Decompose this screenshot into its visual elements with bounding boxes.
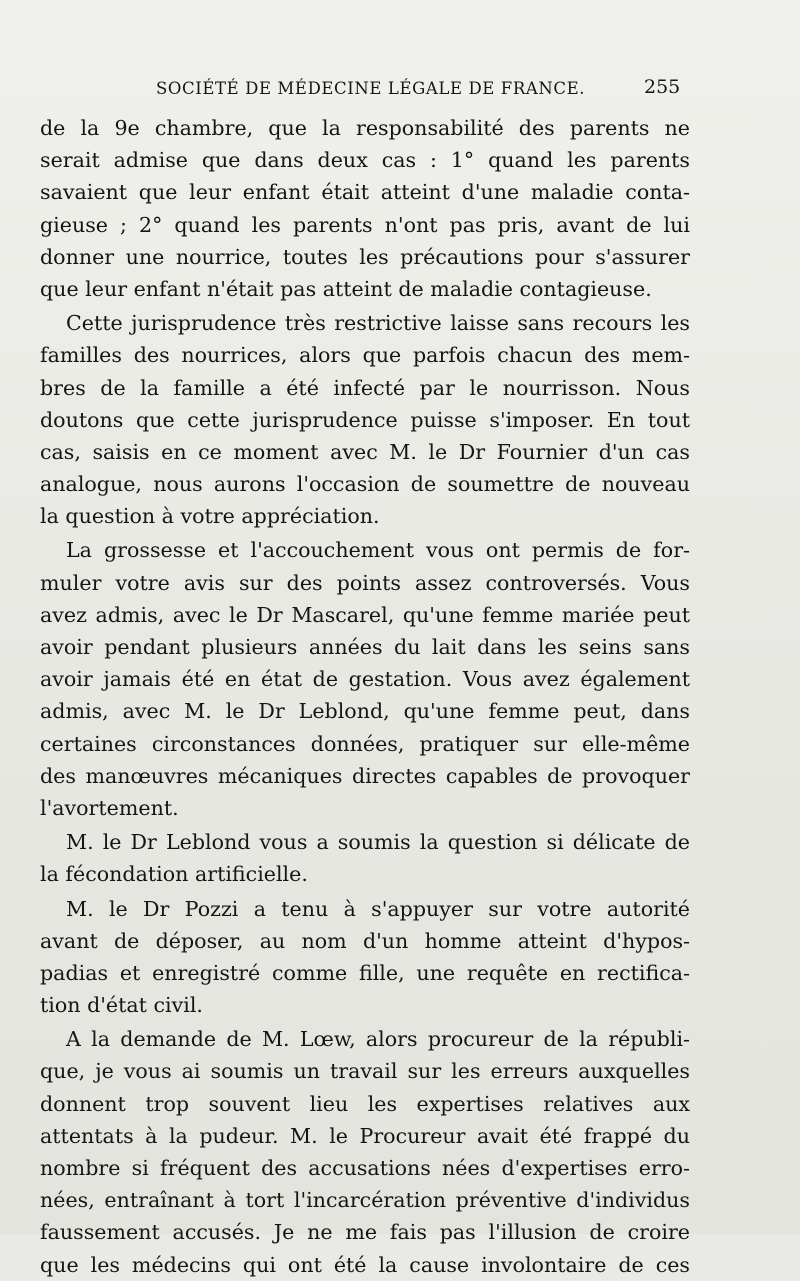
- text-line: la fécondation artificielle.: [40, 862, 308, 887]
- text-line: gieuse ; 2° quand les parents n'ont pas pris, avant de lui: [40, 212, 690, 237]
- text-line: M. le Dr Leblond vous a soumis la question si délicate de: [66, 830, 690, 855]
- text-line: nombre si fréquent des accusations nées d'expertises erro-: [40, 1156, 690, 1180]
- text-line: admis, avec M. le Dr Leblond, qu'une femme peut, dans: [40, 699, 690, 724]
- text-line: certaines circonstances données, pratiquer sur elle-même: [40, 731, 690, 756]
- text-line: M. le Dr Pozzi a tenu à s'appuyer sur votre autorité: [66, 896, 690, 921]
- page-number: 255: [644, 76, 681, 98]
- page-header: [0, 76, 800, 102]
- text-line: cas, saisis en ce moment avec M. le Dr Fournier d'un cas: [40, 439, 690, 464]
- text-line: muler votre avis sur des points assez controversés. Vous: [40, 570, 690, 595]
- text-line: doutons que cette jurisprudence puisse s'imposer. En tout: [40, 407, 690, 432]
- text-line: la question à votre appréciation.: [40, 504, 380, 529]
- text-line: faussement accusés. Je ne me fais pas l'illusion de croire: [40, 1220, 690, 1245]
- text-line: avant de déposer, au nom d'un homme atteint d'hypos-: [40, 928, 690, 953]
- text-line: attentats à la pudeur. M. le Procureur avait été frappé du: [40, 1123, 690, 1148]
- text-line: de la 9e chambre, que la responsabilité des parents ne: [40, 116, 690, 140]
- text-line: l'avortement.: [40, 795, 179, 820]
- paragraph: [40, 307, 690, 532]
- text-line: analogue, nous aurons l'occasion de soumettre de nouveau: [40, 472, 690, 497]
- text-line: padias et enregistré comme fille, une requête en rectifica-: [40, 960, 690, 985]
- text-line: que les médecins qui ont été la cause involontaire de ces: [40, 1252, 690, 1277]
- text-line: que leur enfant n'était pas atteint de maladie contagieuse.: [40, 276, 652, 301]
- text-line: A la demande de M. Lœw, alors procureur de la républi-: [66, 1027, 690, 1052]
- text-line: tion d'état civil.: [40, 993, 203, 1018]
- text-line: donner une nourrice, toutes les précautions pour s'assurer: [40, 244, 690, 269]
- text-line: serait admise que dans deux cas : 1° quand les parents: [40, 148, 690, 173]
- text-line: des manœuvres mécaniques directes capables de provoquer: [40, 763, 690, 788]
- text-line: La grossesse et l'accouchement vous ont permis de for-: [66, 538, 690, 563]
- text-line: Cette jurisprudence très restrictive laisse sans recours les: [66, 311, 690, 336]
- text-line: avoir pendant plusieurs années du lait dans les seins sans: [40, 635, 690, 659]
- paragraph: [40, 893, 690, 1022]
- text-line: familles des nourrices, alors que parfois chacun des mem-: [40, 343, 690, 368]
- text-line: nées, entraînant à tort l'incarcération préventive d'individus: [40, 1188, 690, 1213]
- text-line: savaient que leur enfant était atteint d'une maladie conta-: [40, 180, 690, 205]
- paragraph: [40, 1023, 690, 1281]
- paragraph: [40, 112, 690, 305]
- body-text: [40, 112, 690, 1281]
- text-line: avez admis, avec le Dr Mascarel, qu'une femme mariée peut: [40, 602, 690, 627]
- paragraph: [40, 826, 690, 890]
- text-line: avoir jamais été en état de gestation. Vous avez également: [40, 667, 690, 692]
- text-line: bres de la famille a été infecté par le nourrisson. Nous: [40, 375, 690, 400]
- text-line: donnent trop souvent lieu les expertises relatives aux: [40, 1091, 690, 1116]
- text-line: que, je vous ai soumis un travail sur les erreurs auxquelles: [40, 1059, 690, 1084]
- running-title: SOCIÉTÉ DE MÉDECINE LÉGALE DE FRANCE.: [156, 79, 586, 98]
- paragraph: [40, 534, 690, 824]
